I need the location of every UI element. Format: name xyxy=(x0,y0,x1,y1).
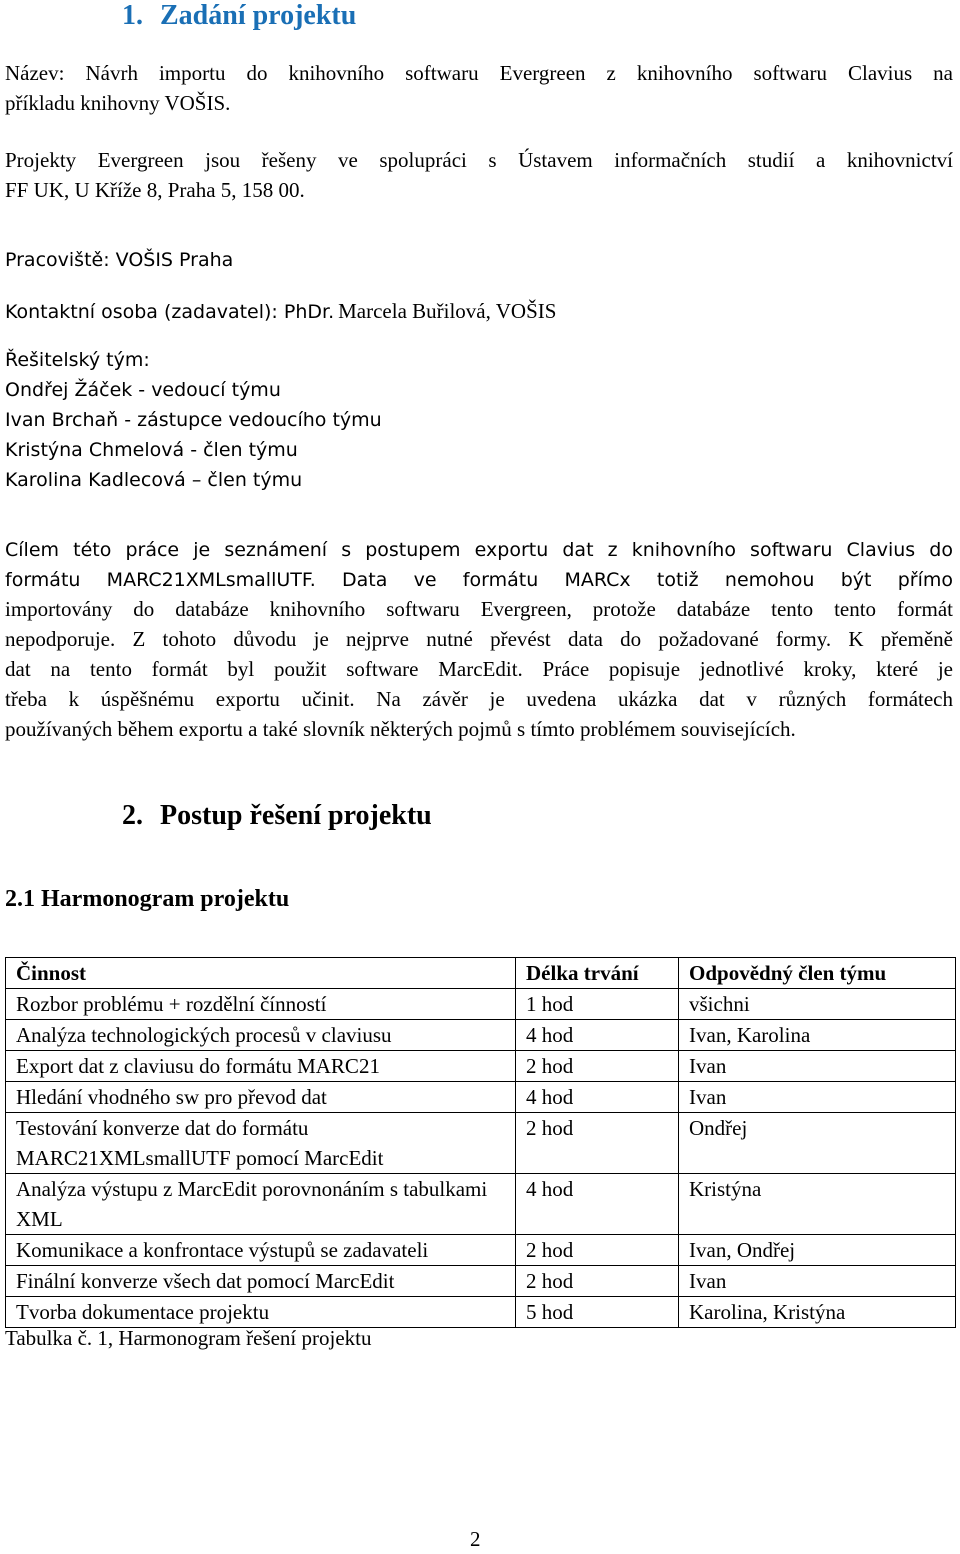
cell-activity: Tvorba dokumentace projektu xyxy=(6,1297,516,1328)
cell-activity: Analýza technologických procesů v claviusu xyxy=(6,1020,516,1051)
table-row xyxy=(6,1020,956,1051)
cell-duration: 1 hod xyxy=(516,989,679,1020)
cell-activity: Hledání vhodného sw pro převod dat xyxy=(6,1082,516,1113)
cell-member: Ivan, Karolina xyxy=(679,1020,956,1051)
table-row xyxy=(6,989,956,1020)
goal-line: importovány do databáze knihovního softwaru Evergreen, protože databáze tento tento formát xyxy=(5,597,953,621)
table-row xyxy=(6,1082,956,1113)
cell-duration: 2 hod xyxy=(516,1051,679,1082)
goal-line: používaných během exportu a také slovník některých pojmů s tímto problémem souvisejících. xyxy=(5,717,796,741)
team-member: Kristýna Chmelová - člen týmu xyxy=(5,439,298,461)
contact-person xyxy=(5,296,953,329)
header-member: Odpovědný člen týmu xyxy=(679,958,956,989)
table-row xyxy=(6,1174,956,1235)
cell-activity: Analýza výstupu z MarcEdit porovnonáním s tabulkami XML xyxy=(6,1174,516,1235)
table-row xyxy=(6,1235,956,1266)
cell-activity: Rozbor problému + rozdělní čínností xyxy=(6,989,516,1020)
page-number: 2 xyxy=(470,1527,481,1551)
project-name-line-1: Název: Návrh importu do knihovního softwaru Evergreen z knihovního softwaru Clavius na xyxy=(5,61,953,85)
section-2-number: 2. xyxy=(122,800,143,831)
goal-line: třeba k úspěšnému exportu učinit. Na závěr je uvedena ukázka dat v různých formátech xyxy=(5,687,953,711)
schedule-table xyxy=(5,957,956,1328)
cell-member: Ivan xyxy=(679,1051,956,1082)
contact-name: Marcela Buřilová, VOŠIS xyxy=(338,299,557,323)
table-row xyxy=(6,1051,956,1082)
cell-duration: 4 hod xyxy=(516,1174,679,1235)
section-2-heading xyxy=(122,800,432,832)
goal-line: Cílem této práce je seznámení s postupem exportu dat z knihovního softwaru Clavius do xyxy=(5,539,953,561)
cell-member: Ivan, Ondřej xyxy=(679,1235,956,1266)
header-duration: Délka trvání xyxy=(516,958,679,989)
cell-duration: 2 hod xyxy=(516,1235,679,1266)
goal-line: formátu MARC21XMLsmallUTF. Data ve formátu MARCx totiž nemohou být přímo xyxy=(5,569,953,591)
team-member: Ivan Brchaň - zástupce vedoucího týmu xyxy=(5,409,382,431)
cell-duration: 4 hod xyxy=(516,1082,679,1113)
team-member: Ondřej Žáček - vedoucí týmu xyxy=(5,379,281,401)
section-1-title: Zadání projektu xyxy=(160,0,357,31)
cell-member: všichni xyxy=(679,989,956,1020)
cell-duration: 4 hod xyxy=(516,1020,679,1051)
contact-label: Kontaktní osoba (zadavatel): PhDr. xyxy=(5,301,335,323)
team-member: Karolina Kadlecová – člen týmu xyxy=(5,469,303,491)
table-row xyxy=(6,1266,956,1297)
cell-activity: Testování konverze dat do formátu MARC21XMLsmallUTF pomocí MarcEdit xyxy=(6,1113,516,1174)
goal-line: nepodporuje. Z tohoto důvodu je nejprve nutné převést data do požadované formy. K přeměně xyxy=(5,627,953,651)
cell-member: Ivan xyxy=(679,1266,956,1297)
goal-line: dat na tento formát byl použit software MarcEdit. Práce popisuje jednotlivé kroky, které je xyxy=(5,657,953,681)
projects-line-1: Projekty Evergreen jsou řešeny ve spolupráci s Ústavem informačních studií a knihovnictví xyxy=(5,148,953,172)
cell-duration: 5 hod xyxy=(516,1297,679,1328)
cell-duration: 2 hod xyxy=(516,1266,679,1297)
section-1-number: 1. xyxy=(122,0,143,31)
workplace: Pracoviště: VOŠIS Praha xyxy=(5,249,234,271)
projects-line-2: FF UK, U Kříže 8, Praha 5, 158 00. xyxy=(5,178,305,202)
project-name-line-2: příkladu knihovny VOŠIS. xyxy=(5,91,231,115)
cell-member: Karolina, Kristýna xyxy=(679,1297,956,1328)
table-row xyxy=(6,1113,956,1174)
cell-duration: 2 hod xyxy=(516,1113,679,1174)
table-header-row xyxy=(6,958,956,989)
cell-activity: Komunikace a konfrontace výstupů se zadavateli xyxy=(6,1235,516,1266)
header-activity: Činnost xyxy=(6,958,516,989)
cell-activity: Finální konverze všech dat pomocí MarcEdit xyxy=(6,1266,516,1297)
cell-member: Kristýna xyxy=(679,1174,956,1235)
team-heading: Řešitelský tým: xyxy=(5,349,150,371)
cell-member: Ivan xyxy=(679,1082,956,1113)
section-2-1-heading: 2.1 Harmonogram projektu xyxy=(5,886,290,912)
cell-member: Ondřej xyxy=(679,1113,956,1174)
cell-activity: Export dat z claviusu do formátu MARC21 xyxy=(6,1051,516,1082)
table-caption: Tabulka č. 1, Harmonogram řešení projektu xyxy=(5,1326,372,1350)
section-1-heading xyxy=(122,0,356,32)
section-2-title: Postup řešení projektu xyxy=(160,800,432,831)
